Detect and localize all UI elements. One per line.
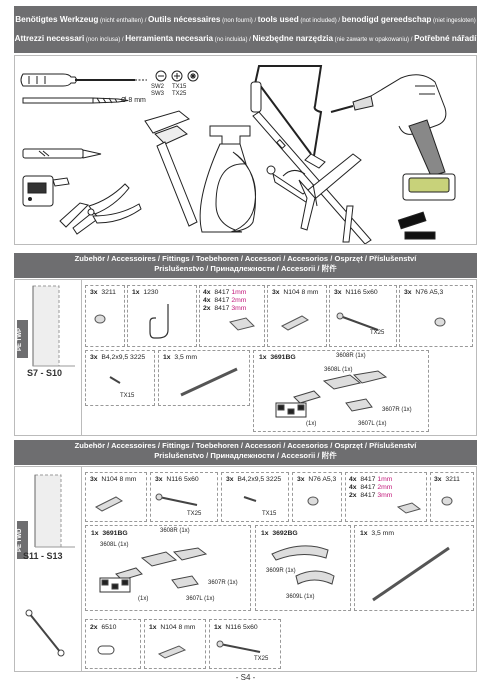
accessories-header-2 bbox=[14, 440, 477, 465]
section-sidebar bbox=[15, 280, 82, 435]
part-box-b42 bbox=[221, 472, 289, 522]
part-sub-label: 3609L (1x) bbox=[286, 594, 315, 600]
accessories-header-line2: Prislušenstvo / Принадлежности / Accesorii / 附件 bbox=[154, 264, 337, 274]
part-qty: 1x bbox=[261, 530, 269, 537]
section-range: S7 - S10 bbox=[27, 368, 63, 378]
tools-note-pl: (nie zawarte w opakowaniu) / bbox=[333, 36, 415, 43]
part-qty: 3x bbox=[272, 289, 280, 296]
screwdriver-icon bbox=[21, 74, 147, 86]
part-size: 3mm bbox=[231, 305, 247, 313]
part-qty: 1x bbox=[360, 530, 368, 537]
wall-plug-icon bbox=[282, 316, 308, 330]
part-qty: 3x bbox=[226, 476, 234, 483]
part-sub-label: 3608L (1x) bbox=[324, 367, 353, 373]
part-code: N116 5x60 bbox=[345, 289, 378, 296]
part-qty: 4x bbox=[203, 289, 211, 296]
washer-icon bbox=[435, 318, 445, 326]
screw-icon bbox=[159, 497, 197, 505]
tools-title-fr: Outils nécessaires bbox=[148, 15, 221, 24]
part-code: 8417 bbox=[214, 297, 230, 305]
section-sidebar bbox=[15, 467, 82, 671]
part-code: 1230 bbox=[143, 289, 159, 296]
rod-icon bbox=[181, 369, 237, 395]
part-code: 8417 bbox=[214, 305, 230, 313]
part-qty: 3x bbox=[297, 476, 305, 483]
part-code: 3691BG bbox=[270, 354, 296, 361]
tools-title-en: tools used bbox=[257, 15, 299, 24]
bit-types-icon bbox=[156, 71, 198, 81]
section-code-label: PE TWP bbox=[17, 320, 28, 358]
part-box-3692bg bbox=[255, 525, 351, 611]
part-box-1230 bbox=[127, 285, 197, 347]
part-box-n76 bbox=[292, 472, 342, 522]
pad-icon bbox=[98, 646, 114, 654]
part-box-n76 bbox=[399, 285, 473, 347]
part-code: B4,2x9,5 3225 bbox=[101, 354, 146, 361]
tools-header-line2 bbox=[14, 28, 477, 47]
washer-icon bbox=[308, 497, 318, 505]
part-box-8417 bbox=[199, 285, 265, 347]
tools-header bbox=[14, 6, 477, 53]
part-box-n104 bbox=[267, 285, 327, 347]
part-code: N76 A5,3 bbox=[415, 289, 444, 296]
tools-panel bbox=[14, 55, 477, 245]
part-tool: TX25 bbox=[254, 656, 269, 662]
part-code: 3691BG bbox=[102, 530, 128, 537]
pliers-icon bbox=[60, 184, 141, 234]
bit-sw2-label: SW2 bbox=[151, 84, 165, 90]
part-qty: 1x bbox=[214, 624, 222, 631]
spirit-level-icon bbox=[253, 112, 371, 244]
support-bar-icon bbox=[26, 610, 64, 656]
section-code-label: PE TWD bbox=[17, 521, 28, 559]
part-size: 1mm bbox=[231, 289, 247, 296]
bit-tx15-label: TX15 bbox=[172, 84, 187, 90]
accessories-header-line1: Zubehör / Accessoires / Fittings / Toebehoren / Accessori / Accesorios / Osprzęt / Příslušenství bbox=[74, 441, 417, 450]
part-code: 3,5 mm bbox=[174, 354, 198, 361]
part-size: 3mm bbox=[377, 492, 393, 500]
part-size: 2mm bbox=[377, 484, 393, 492]
part-size: 1mm bbox=[377, 476, 393, 483]
part-box-n116 bbox=[329, 285, 397, 347]
part-qty: 2x bbox=[90, 624, 98, 631]
spray-bottle-icon bbox=[200, 126, 255, 232]
part-sub-label: 3607L (1x) bbox=[186, 596, 215, 602]
cutter-knife-icon bbox=[23, 149, 101, 158]
part-code: 8417 bbox=[360, 492, 376, 500]
part-box-n104-single bbox=[144, 619, 206, 669]
part-code: 3211 bbox=[101, 289, 116, 296]
part-qty: 3x bbox=[434, 476, 442, 483]
part-box-rod bbox=[354, 525, 474, 611]
part-box-n104 bbox=[85, 472, 147, 522]
tools-note-de: (nicht enthalten) / bbox=[98, 18, 149, 24]
part-qty: 2x bbox=[203, 305, 211, 313]
part-box-n116 bbox=[150, 472, 218, 522]
tools-title-cz: Potřebné nářadí bbox=[414, 33, 477, 43]
part-size: 2mm bbox=[231, 297, 247, 305]
part-code: N116 5x60 bbox=[166, 476, 199, 483]
shower-panel-icon bbox=[15, 467, 81, 671]
part-box-b42 bbox=[85, 350, 155, 406]
part-code: 8417 bbox=[214, 289, 230, 296]
cap-icon bbox=[442, 497, 452, 505]
part-sub-label: 3607L (1x) bbox=[358, 421, 387, 427]
part-qty: 3x bbox=[155, 476, 163, 483]
tools-note-en: (not included) / bbox=[298, 18, 342, 24]
part-qty: 3x bbox=[90, 354, 98, 361]
part-qty: 1x bbox=[163, 354, 171, 361]
part-sub-label: (1x) bbox=[138, 596, 149, 602]
wall-plug-icon bbox=[96, 497, 122, 511]
shim-icon bbox=[398, 503, 420, 513]
drill-bit-icon bbox=[23, 98, 128, 103]
part-qty: 3x bbox=[404, 289, 412, 296]
screw-icon bbox=[340, 316, 378, 330]
tape-measure-icon bbox=[23, 176, 69, 206]
tools-note-it: (non inclusa) / bbox=[84, 36, 126, 43]
accessories-header-1 bbox=[14, 253, 477, 278]
part-qty: 1x bbox=[91, 530, 99, 537]
part-tool: TX25 bbox=[187, 511, 202, 517]
part-code: 3211 bbox=[445, 476, 460, 483]
spacer-block-icon bbox=[405, 232, 435, 239]
brace-kit-icon bbox=[254, 351, 430, 433]
tools-title-nl: benodigd gereedschap bbox=[341, 15, 432, 24]
part-box-n116-single bbox=[209, 619, 281, 669]
rod-icon bbox=[373, 548, 449, 600]
wall-plug-icon bbox=[159, 646, 185, 658]
part-box-3691bg bbox=[253, 350, 429, 432]
part-qty: 3x bbox=[90, 289, 98, 296]
part-sub-label: (1x) bbox=[306, 421, 317, 427]
part-qty: 1x bbox=[149, 624, 157, 631]
part-qty: 4x bbox=[349, 484, 357, 492]
bit-sw3-label: SW3 bbox=[151, 91, 165, 97]
part-code: N104 8 mm bbox=[160, 624, 196, 631]
part-qty: 1x bbox=[132, 289, 140, 296]
section-pe-twd bbox=[14, 466, 477, 672]
part-sub-label: 3607R (1x) bbox=[382, 407, 412, 413]
part-code: N76 A5,3 bbox=[308, 476, 337, 483]
screw-icon bbox=[220, 644, 260, 652]
part-code: N116 5x60 bbox=[225, 624, 258, 631]
cordless-drill-icon bbox=[331, 75, 455, 200]
tools-title-pl: Niezbędne narzędzia bbox=[252, 33, 334, 43]
cap-icon bbox=[95, 315, 105, 323]
part-tool: TX15 bbox=[262, 511, 277, 517]
part-sub-label: 3608R (1x) bbox=[336, 353, 366, 359]
part-code: 3,5 mm bbox=[371, 530, 395, 537]
part-box-3211 bbox=[430, 472, 474, 522]
tools-illustration bbox=[15, 56, 476, 244]
part-sub-label: 3609R (1x) bbox=[266, 568, 296, 574]
tools-note-es: (no incluida) / bbox=[213, 36, 253, 43]
screw-icon bbox=[244, 497, 256, 501]
tools-title-de: Benötigtes Werkzeug bbox=[15, 15, 99, 24]
part-code: 8417 bbox=[360, 476, 376, 483]
part-qty: 1x bbox=[259, 354, 267, 361]
part-qty: 2x bbox=[349, 492, 357, 500]
tools-note-nl: (niet ingesloten) bbox=[431, 18, 476, 24]
part-code: B4,2x9,5 3225 bbox=[237, 476, 282, 483]
part-qty: 4x bbox=[203, 297, 211, 305]
brace-kit-icon bbox=[86, 526, 252, 612]
shim-icon bbox=[230, 318, 254, 330]
tools-note-fr: (non fourni) / bbox=[220, 18, 258, 24]
section-pe-twp bbox=[14, 279, 477, 436]
tools-header-line1 bbox=[14, 9, 477, 28]
part-box-3211 bbox=[85, 285, 125, 347]
spacer-block-icon bbox=[398, 212, 426, 229]
hook-icon bbox=[150, 304, 168, 338]
part-sub-label: 3608L (1x) bbox=[100, 542, 129, 548]
screw-icon bbox=[110, 377, 120, 383]
part-sub-label: 3607R (1x) bbox=[208, 580, 238, 586]
part-code: 3692BG bbox=[272, 530, 298, 537]
part-qty: 3x bbox=[334, 289, 342, 296]
tools-title-it: Attrezzi necessari bbox=[14, 33, 85, 43]
page-number: - S4 - bbox=[235, 673, 256, 682]
drill-bit-size-label: Ø 8 mm bbox=[121, 97, 146, 104]
part-code: N104 8 mm bbox=[283, 289, 319, 296]
part-box-6510 bbox=[85, 619, 141, 669]
part-sub-label: 3608R (1x) bbox=[160, 528, 190, 534]
part-code: 8417 bbox=[360, 484, 376, 492]
part-box-8417 bbox=[345, 472, 427, 522]
accessories-header-line1: Zubehör / Accessoires / Fittings / Toebehoren / Accessori / Accesorios / Osprzęt / Příslušenství bbox=[74, 254, 417, 263]
bit-tx25-label: TX25 bbox=[172, 91, 187, 97]
part-box-3691bg bbox=[85, 525, 251, 611]
part-qty: 3x bbox=[90, 476, 98, 483]
part-code: N104 8 mm bbox=[101, 476, 137, 483]
part-tool: TX15 bbox=[120, 393, 135, 399]
tools-title-es: Herramienta necesaria bbox=[125, 33, 214, 43]
accessories-header-line2: Prislušenstvo / Принадлежности / Accesorii / 附件 bbox=[154, 451, 337, 461]
part-tool: TX25 bbox=[370, 330, 385, 336]
section-range: S11 - S13 bbox=[23, 551, 63, 561]
part-code: 6510 bbox=[101, 624, 117, 631]
part-box-rod bbox=[158, 350, 250, 406]
hammer-icon bbox=[145, 111, 197, 226]
part-qty: 4x bbox=[349, 476, 357, 483]
